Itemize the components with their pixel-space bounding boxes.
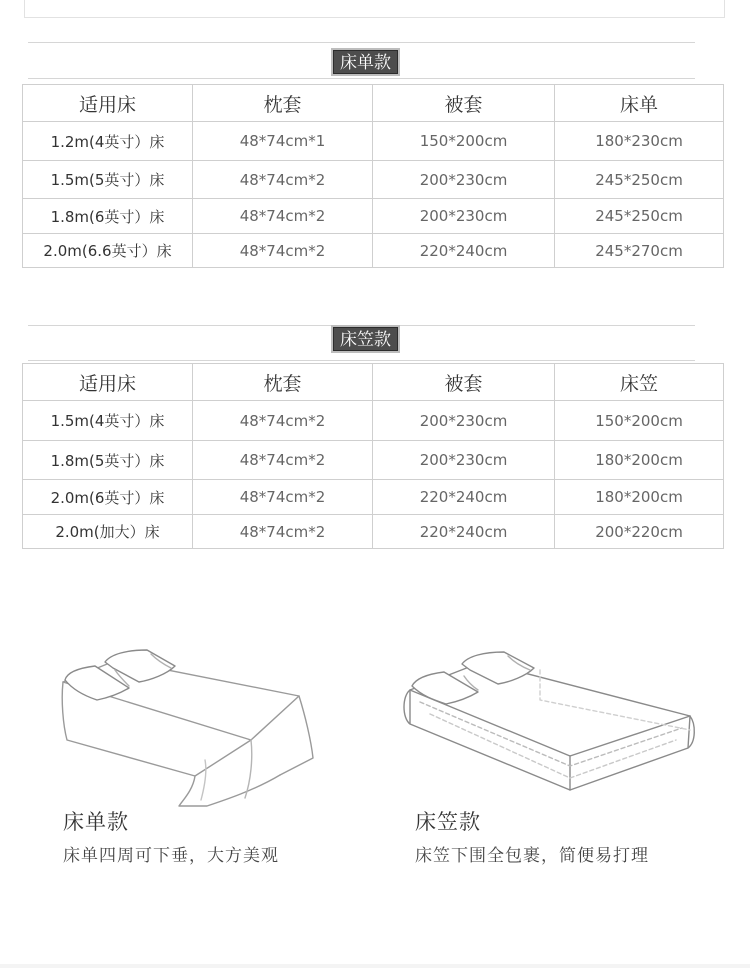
cell-bed-size: 1.5m(5英寸）床: [23, 161, 193, 199]
cell-sheet: 245*250cm: [555, 199, 724, 234]
header-pillowcase: 枕套: [193, 85, 373, 122]
cell-fitted-sheet: 180*200cm: [555, 480, 724, 515]
cell-pillowcase: 48*74cm*2: [193, 199, 373, 234]
cell-fitted-sheet: 150*200cm: [555, 401, 724, 441]
cell-bed-size: 2.0m(6英寸）床: [23, 480, 193, 515]
cell-fitted-sheet: 200*220cm: [555, 515, 724, 549]
table-header-row: [23, 364, 724, 401]
header-bed: 适用床: [23, 364, 193, 401]
cell-fitted-sheet: 180*200cm: [555, 441, 724, 480]
table-row: [23, 515, 724, 549]
fitted-sheet-title: 床笠款: [415, 810, 481, 834]
fitted-size-table: [22, 363, 724, 549]
header-bed: 适用床: [23, 85, 193, 122]
table-row: [23, 401, 724, 441]
cell-pillowcase: 48*74cm*2: [193, 161, 373, 199]
section-divider: [28, 42, 695, 43]
table-row: [23, 161, 724, 199]
cell-bed-size: 1.8m(6英寸）床: [23, 199, 193, 234]
table-row: [23, 234, 724, 268]
fitted-sheet-bed-icon: [400, 640, 700, 800]
header-duvet-cover: 被套: [373, 364, 555, 401]
table-row: [23, 441, 724, 480]
section-divider: [28, 78, 695, 79]
header-fitted-sheet: 床笠: [555, 364, 724, 401]
cell-bed-size: 1.5m(4英寸）床: [23, 401, 193, 441]
cell-duvet-cover: 200*230cm: [373, 441, 555, 480]
flat-sheet-title: 床单款: [63, 810, 129, 834]
cell-bed-size: 2.0m(加大）床: [23, 515, 193, 549]
cell-duvet-cover: 200*230cm: [373, 199, 555, 234]
header-duvet-cover: 被套: [373, 85, 555, 122]
cell-duvet-cover: 200*230cm: [373, 161, 555, 199]
cell-duvet-cover: 220*240cm: [373, 515, 555, 549]
flat-sheet-bed-icon: [55, 640, 325, 815]
table-row: [23, 122, 724, 161]
header-sheet: 床单: [555, 85, 724, 122]
cell-pillowcase: 48*74cm*2: [193, 234, 373, 268]
cell-duvet-cover: 200*230cm: [373, 401, 555, 441]
section-divider: [28, 325, 695, 326]
fitted-sheet-description: 床笠下围全包裹，简便易打理: [415, 846, 649, 866]
section-badge-fitted: 床笠款: [333, 327, 398, 351]
table-row: [23, 480, 724, 515]
cell-pillowcase: 48*74cm*2: [193, 401, 373, 441]
cell-sheet: 245*250cm: [555, 161, 724, 199]
cell-bed-size: 2.0m(6.6英寸）床: [23, 234, 193, 268]
cell-sheet: 180*230cm: [555, 122, 724, 161]
cell-pillowcase: 48*74cm*1: [193, 122, 373, 161]
flat-sheet-description: 床单四周可下垂，大方美观: [63, 846, 279, 866]
section-badge-sheet: 床单款: [333, 50, 398, 74]
sheet-size-table: [22, 84, 724, 268]
cell-bed-size: 1.2m(4英寸）床: [23, 122, 193, 161]
bottom-border: [0, 964, 750, 968]
top-frame: [24, 0, 725, 18]
cell-bed-size: 1.8m(5英寸）床: [23, 441, 193, 480]
cell-duvet-cover: 220*240cm: [373, 480, 555, 515]
table-row: [23, 199, 724, 234]
section-divider: [28, 360, 695, 361]
table-header-row: [23, 85, 724, 122]
cell-duvet-cover: 150*200cm: [373, 122, 555, 161]
header-pillowcase: 枕套: [193, 364, 373, 401]
cell-pillowcase: 48*74cm*2: [193, 441, 373, 480]
cell-sheet: 245*270cm: [555, 234, 724, 268]
cell-duvet-cover: 220*240cm: [373, 234, 555, 268]
cell-pillowcase: 48*74cm*2: [193, 515, 373, 549]
cell-pillowcase: 48*74cm*2: [193, 480, 373, 515]
